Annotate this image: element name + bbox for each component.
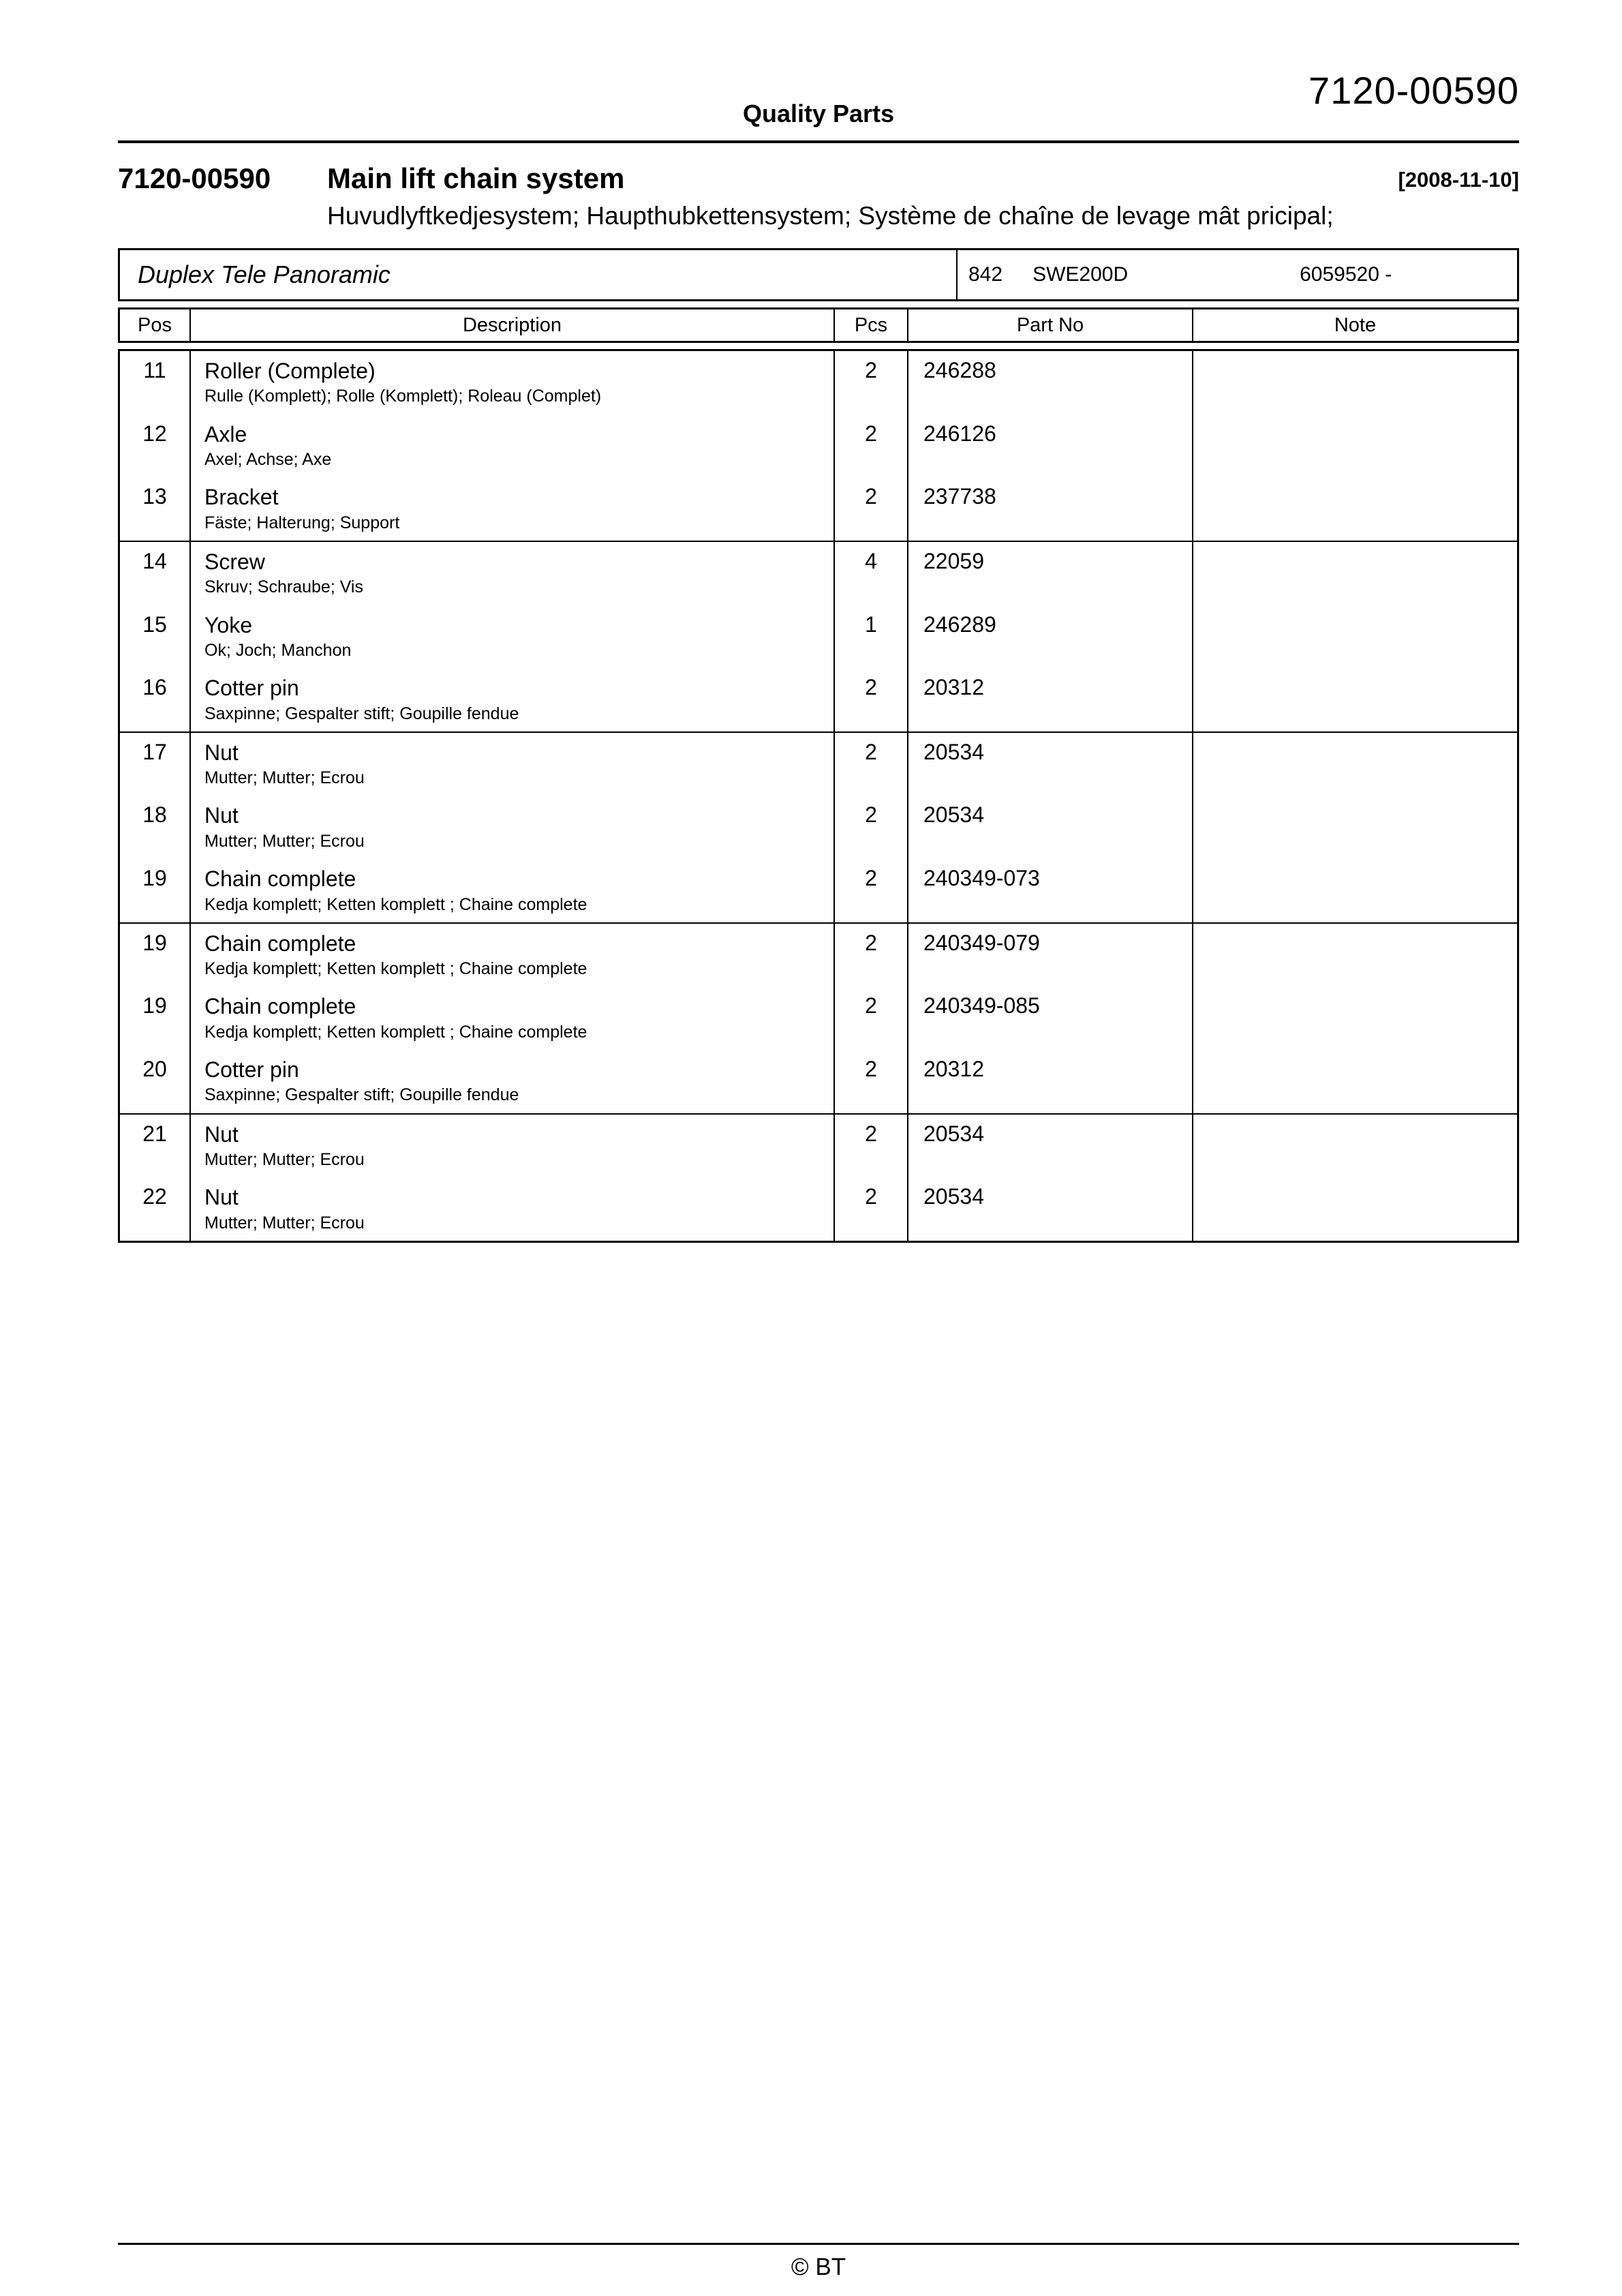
part-no-cell: 240349-073 (908, 859, 1193, 922)
description-main: Nut (204, 740, 239, 765)
description-cell (191, 924, 835, 987)
part-no-cell: 246289 (908, 605, 1193, 669)
description-translations: Kedja komplett; Ketten komplett ; Chaine complete (204, 894, 587, 914)
header-divider (118, 140, 1519, 143)
note-cell (1193, 1177, 1517, 1241)
table-group (120, 351, 1517, 542)
description-main: Chain complete (204, 866, 356, 892)
table-row (120, 859, 1517, 922)
title-block (118, 162, 1519, 230)
pos-cell: 16 (120, 668, 191, 731)
description-translations: Fäste; Halterung; Support (204, 513, 400, 532)
column-header-pos: Pos (120, 309, 191, 341)
note-cell (1193, 733, 1517, 796)
pos-cell: 19 (120, 924, 191, 987)
pcs-cell: 1 (835, 605, 908, 669)
pcs-cell: 2 (835, 668, 908, 731)
footer-copyright: © BT (791, 2254, 846, 2280)
description-main: Screw (204, 549, 265, 574)
document-date: [2008-11-10] (1398, 168, 1519, 192)
pcs-cell: 2 (835, 351, 908, 414)
pcs-cell: 2 (835, 733, 908, 796)
description-translations: Kedja komplett; Ketten komplett ; Chaine complete (204, 1022, 587, 1042)
description-main: Axle (204, 421, 247, 447)
model-serial-range: 6059520 - (1300, 263, 1392, 286)
pos-cell: 18 (120, 796, 191, 859)
note-cell (1193, 859, 1517, 922)
description-translations: Skruv; Schraube; Vis (204, 577, 363, 597)
page-content (118, 0, 1519, 1243)
table-group (120, 733, 1517, 924)
note-cell (1193, 414, 1517, 478)
pos-cell: 12 (120, 414, 191, 478)
part-no-cell: 20534 (908, 1115, 1193, 1178)
model-code: 842 (968, 263, 1003, 286)
description-translations: Mutter; Mutter; Ecrou (204, 1150, 365, 1170)
part-no-cell: 240349-079 (908, 924, 1193, 987)
note-cell (1193, 1050, 1517, 1113)
description-translations: Saxpinne; Gespalter stift; Goupille fendue (204, 1085, 519, 1105)
parts-table (118, 349, 1519, 1243)
description-main: Roller (Complete) (204, 359, 376, 383)
description-cell (191, 414, 835, 478)
description-cell (191, 796, 835, 859)
note-cell (1193, 986, 1517, 1050)
note-cell (1193, 477, 1517, 541)
note-cell (1193, 605, 1517, 669)
description-main: Chain complete (204, 994, 356, 1019)
pcs-cell: 2 (835, 796, 908, 859)
description-cell (191, 859, 835, 922)
description-main: Nut (204, 803, 239, 828)
table-row (120, 414, 1517, 478)
description-main: Yoke (204, 612, 252, 637)
brand-title: Quality Parts (742, 100, 895, 127)
model-details (958, 250, 1392, 299)
note-cell (1193, 542, 1517, 605)
table-row (120, 986, 1517, 1050)
pos-cell: 11 (120, 351, 191, 414)
table-group (120, 924, 1517, 1115)
description-main: Cotter pin (204, 1057, 299, 1083)
pcs-cell: 2 (835, 986, 908, 1050)
page-subtitle: Huvudlyftkedjesystem; Haupthubkettensystem; Système de chaîne de levage mât pricipal; (327, 202, 1334, 230)
description-cell (191, 542, 835, 605)
table-group (120, 542, 1517, 733)
table-row (120, 351, 1517, 414)
description-cell (191, 605, 835, 669)
column-header-note: Note (1334, 314, 1377, 336)
table-header-row (118, 307, 1519, 343)
description-translations: Saxpinne; Gespalter stift; Goupille fendue (204, 704, 519, 723)
pos-cell: 22 (120, 1177, 191, 1241)
description-cell (191, 1050, 835, 1113)
note-cell (1193, 351, 1517, 414)
description-translations: Rulle (Komplett); Rolle (Komplett); Roleau (Complet) (204, 387, 602, 406)
model-name: Duplex Tele Panoramic (120, 250, 958, 299)
description-cell (191, 351, 835, 414)
description-cell (191, 986, 835, 1050)
description-cell (191, 1115, 835, 1178)
description-translations: Axel; Achse; Axe (204, 450, 332, 470)
table-row (120, 668, 1517, 731)
pos-cell: 19 (120, 859, 191, 922)
note-cell (1193, 924, 1517, 987)
table-row (120, 1050, 1517, 1113)
table-row (120, 733, 1517, 796)
table-group (120, 1115, 1517, 1241)
page-title: Main lift chain system (327, 162, 625, 194)
description-translations: Ok; Joch; Manchon (204, 640, 352, 660)
table-row (120, 1177, 1517, 1241)
pcs-cell: 2 (835, 1177, 908, 1241)
pcs-cell: 2 (835, 859, 908, 922)
column-header-part-no: Part No (908, 309, 1193, 341)
description-cell (191, 733, 835, 796)
pcs-cell: 2 (835, 924, 908, 987)
description-main: Nut (204, 1185, 239, 1210)
column-header-description: Description (191, 309, 835, 341)
pcs-cell: 4 (835, 542, 908, 605)
table-row (120, 924, 1517, 987)
pcs-cell: 2 (835, 414, 908, 478)
description-main: Chain complete (204, 931, 356, 956)
description-cell (191, 1177, 835, 1241)
part-no-cell: 20534 (908, 733, 1193, 796)
table-row (120, 1115, 1517, 1178)
note-cell (1193, 796, 1517, 859)
footer-divider (118, 2243, 1519, 2245)
document-number-header: 7120-00590 (1309, 69, 1519, 112)
description-translations: Mutter; Mutter; Ecrou (204, 1213, 365, 1233)
description-translations: Mutter; Mutter; Ecrou (204, 831, 365, 851)
table-row (120, 605, 1517, 669)
note-cell (1193, 668, 1517, 731)
description-translations: Mutter; Mutter; Ecrou (204, 768, 365, 788)
table-row (120, 796, 1517, 859)
pos-cell: 15 (120, 605, 191, 669)
description-cell (191, 477, 835, 541)
page-header (118, 0, 1519, 145)
pos-cell: 17 (120, 733, 191, 796)
table-row (120, 542, 1517, 605)
pcs-cell: 2 (835, 1050, 908, 1113)
part-no-cell: 237738 (908, 477, 1193, 541)
description-cell (191, 668, 835, 731)
part-no-cell: 20534 (908, 796, 1193, 859)
description-main: Cotter pin (204, 676, 299, 701)
part-no-cell: 22059 (908, 542, 1193, 605)
document-code: 7120-00590 (118, 162, 271, 194)
note-cell (1193, 1115, 1517, 1178)
part-no-cell: 20312 (908, 1050, 1193, 1113)
table-row (120, 477, 1517, 541)
pos-cell: 13 (120, 477, 191, 541)
part-no-cell: 240349-085 (908, 986, 1193, 1050)
pcs-cell: 2 (835, 1115, 908, 1178)
part-no-cell: 246126 (908, 414, 1193, 478)
pos-cell: 14 (120, 542, 191, 605)
part-no-cell: 20312 (908, 668, 1193, 731)
model-variant: SWE200D (1032, 263, 1129, 286)
description-main: Bracket (204, 485, 279, 510)
pcs-cell: 2 (835, 477, 908, 541)
description-translations: Kedja komplett; Ketten komplett ; Chaine complete (204, 959, 587, 979)
part-no-cell: 246288 (908, 351, 1193, 414)
pos-cell: 20 (120, 1050, 191, 1113)
pos-cell: 21 (120, 1115, 191, 1178)
description-main: Nut (204, 1121, 239, 1147)
part-no-cell: 20534 (908, 1177, 1193, 1241)
pos-cell: 19 (120, 986, 191, 1050)
column-header-pcs: Pcs (835, 309, 908, 341)
model-bar (118, 248, 1519, 301)
